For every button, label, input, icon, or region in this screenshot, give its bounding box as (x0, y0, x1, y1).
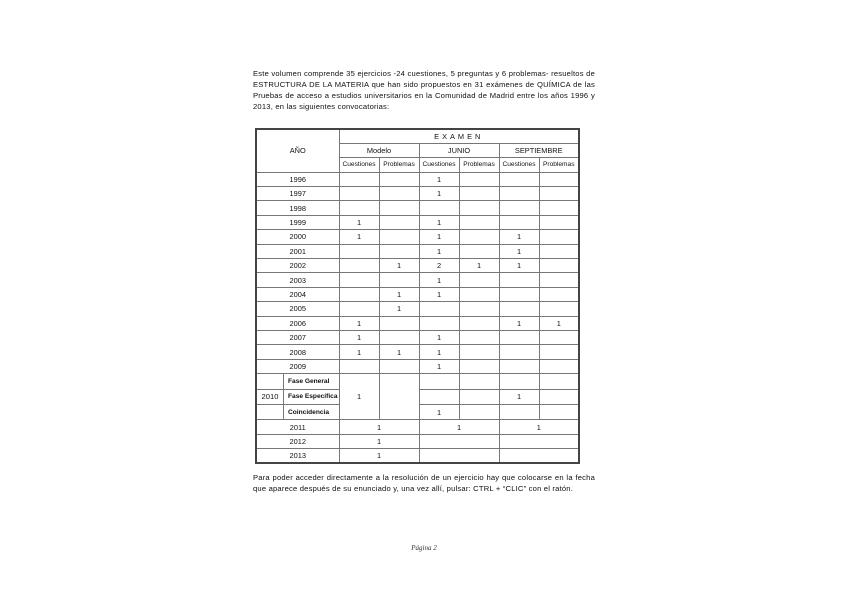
year-cell: 2001 (256, 244, 339, 258)
table-row (256, 273, 579, 287)
value-cell: 1 (339, 345, 379, 359)
value-cell (339, 287, 379, 301)
value-cell: 1 (419, 287, 459, 301)
value-cell: 1 (339, 449, 419, 463)
value-cell (419, 374, 459, 389)
table-row-2010 (256, 374, 579, 389)
value-cell: 1 (419, 187, 459, 201)
value-cell: 1 (499, 244, 539, 258)
value-cell (499, 330, 539, 344)
value-cell (499, 374, 539, 389)
year-cell: 2007 (256, 330, 339, 344)
value-cell (459, 389, 499, 404)
table-row (256, 345, 579, 359)
value-cell (539, 330, 579, 344)
subheader: Cuestiones (499, 158, 539, 172)
value-cell: 1 (499, 389, 539, 404)
value-cell (499, 273, 539, 287)
value-cell (499, 215, 539, 229)
year-2010-cell (256, 374, 339, 389)
value-cell: 1 (379, 345, 419, 359)
year-cell: 2009 (256, 359, 339, 373)
value-cell (499, 434, 579, 448)
subheader: Problemas (539, 158, 579, 172)
value-cell: 1 (379, 302, 419, 316)
value-cell (379, 215, 419, 229)
value-cell (459, 215, 499, 229)
value-cell: 2 (419, 259, 459, 273)
value-cell (419, 434, 499, 448)
value-cell: 1 (339, 230, 379, 244)
year-cell: 1997 (256, 187, 339, 201)
value-cell (499, 201, 539, 215)
value-cell (539, 230, 579, 244)
value-cell: 1 (419, 345, 459, 359)
value-cell (459, 273, 499, 287)
table-row (256, 259, 579, 273)
value-cell (379, 201, 419, 215)
value-cell (539, 187, 579, 201)
table-row (256, 420, 579, 434)
value-cell: 1 (339, 330, 379, 344)
subheader: Cuestiones (339, 158, 379, 172)
value-cell (339, 259, 379, 273)
value-cell (539, 215, 579, 229)
year-2010-cell (256, 389, 339, 404)
instructions-paragraph: Para poder acceder directamente a la resolución de un ejercicio hay que colocarse en la fecha que aparece después de su enunciado y, una vez allí, pulsar: CTRL + “CLIC” con el ratón. (253, 473, 595, 493)
value-cell (499, 302, 539, 316)
table-row (256, 172, 579, 186)
value-cell (539, 302, 579, 316)
year-cell: 2004 (256, 287, 339, 301)
value-cell (539, 273, 579, 287)
table-row (256, 201, 579, 215)
intro-paragraph: Este volumen comprende 35 ejercicios -24 cuestiones, 5 preguntas y 6 problemas- resueltos de ESTRUCTURA DE LA MATERIA que han sido propuestos en 31 exámenes de QUÍMICA de las Pruebas de acceso a estudios universitarios en la Comunidad de Madrid entre los años 1996 y 2013, en las siguientes convocatorias: (253, 69, 595, 111)
table-row (256, 449, 579, 463)
value-cell (539, 244, 579, 258)
value-cell (459, 316, 499, 330)
table-row (256, 330, 579, 344)
year-cell: 2002 (256, 259, 339, 273)
value-cell (539, 359, 579, 373)
table-row (256, 230, 579, 244)
table-row (256, 316, 579, 330)
value-cell (539, 287, 579, 301)
phase-label: Fase General (288, 377, 330, 385)
year-cell: 1996 (256, 172, 339, 186)
value-cell: 1 (419, 215, 459, 229)
value-cell: 1 (339, 215, 379, 229)
value-cell (459, 302, 499, 316)
table-row (256, 302, 579, 316)
value-cell: 1 (419, 330, 459, 344)
table-row (256, 215, 579, 229)
value-cell (459, 201, 499, 215)
value-cell (539, 389, 579, 404)
value-cell: 1 (419, 359, 459, 373)
value-cell (539, 404, 579, 419)
value-cell: 1 (419, 404, 459, 419)
value-cell (379, 330, 419, 344)
value-cell: 1 (499, 420, 579, 434)
value-cell: 1 (419, 244, 459, 258)
value-cell (459, 187, 499, 201)
value-cell (419, 389, 459, 404)
exam-header: EXAMEN (339, 129, 579, 143)
value-cell (419, 302, 459, 316)
value-cell (459, 230, 499, 244)
value-cell: 1 (339, 434, 419, 448)
value-cell (459, 287, 499, 301)
subheader: Problemas (379, 158, 419, 172)
value-cell (499, 404, 539, 419)
value-cell (539, 201, 579, 215)
year-cell: 1998 (256, 201, 339, 215)
value-cell (499, 449, 579, 463)
value-cell (499, 359, 539, 373)
year-cell: 2005 (256, 302, 339, 316)
table-row (256, 187, 579, 201)
value-cell: 1 (339, 316, 379, 330)
year-cell: 2011 (256, 420, 339, 434)
year-cell: 2008 (256, 345, 339, 359)
year-2010-label (257, 405, 284, 419)
year-cell: 2013 (256, 449, 339, 463)
value-cell (379, 172, 419, 186)
value-cell (459, 345, 499, 359)
table-row (256, 244, 579, 258)
value-cell: 1 (419, 420, 499, 434)
value-cell (419, 316, 459, 330)
value-cell: 1 (499, 230, 539, 244)
value-cell: 1 (539, 316, 579, 330)
value-cell (379, 187, 419, 201)
value-cell: 1 (419, 172, 459, 186)
value-cell (379, 316, 419, 330)
value-cell (499, 172, 539, 186)
value-cell (339, 273, 379, 287)
value-cell: 1 (379, 259, 419, 273)
value-cell (459, 374, 499, 389)
value-cell (379, 374, 419, 420)
year-2010-label: 2010 (257, 390, 284, 404)
value-cell (459, 172, 499, 186)
value-cell (379, 230, 419, 244)
session-header-junio: JUNIO (419, 143, 499, 157)
value-cell: 1 (499, 259, 539, 273)
value-cell: 1 (419, 273, 459, 287)
value-cell (379, 273, 419, 287)
value-cell (339, 244, 379, 258)
value-cell (339, 201, 379, 215)
value-cell (339, 359, 379, 373)
table-row (256, 434, 579, 448)
value-cell (499, 187, 539, 201)
value-cell (539, 259, 579, 273)
value-cell (459, 404, 499, 419)
value-cell (539, 172, 579, 186)
phase-label: Fase Específica (288, 393, 338, 401)
value-cell (419, 449, 499, 463)
value-cell: 1 (379, 287, 419, 301)
exam-table (255, 128, 580, 464)
session-header-septiembre: SEPTIEMBRE (499, 143, 579, 157)
table-row (256, 287, 579, 301)
value-cell: 1 (339, 420, 419, 434)
value-cell (539, 374, 579, 389)
subheader: Problemas (459, 158, 499, 172)
value-cell: 1 (459, 259, 499, 273)
year-2010-label (257, 374, 284, 388)
value-cell (339, 302, 379, 316)
value-cell (539, 345, 579, 359)
value-cell (459, 359, 499, 373)
table-row (256, 359, 579, 373)
phase-label: Coincidencia (288, 408, 330, 416)
value-cell (419, 201, 459, 215)
value-cell (339, 172, 379, 186)
year-cell: 2012 (256, 434, 339, 448)
session-header-modelo: Modelo (339, 143, 419, 157)
year-cell: 2000 (256, 230, 339, 244)
value-cell (499, 287, 539, 301)
value-cell (499, 345, 539, 359)
value-cell (379, 359, 419, 373)
year-cell: 2006 (256, 316, 339, 330)
value-cell: 1 (419, 230, 459, 244)
year-2010-cell (256, 404, 339, 419)
value-cell: 1 (499, 316, 539, 330)
subheader: Cuestiones (419, 158, 459, 172)
value-cell (379, 244, 419, 258)
year-header: AÑO (256, 129, 339, 172)
year-cell: 2003 (256, 273, 339, 287)
year-cell: 1999 (256, 215, 339, 229)
page-number: Página 2 (411, 544, 437, 552)
value-cell (459, 330, 499, 344)
value-cell (459, 244, 499, 258)
value-cell (339, 187, 379, 201)
value-cell: 1 (339, 374, 379, 420)
